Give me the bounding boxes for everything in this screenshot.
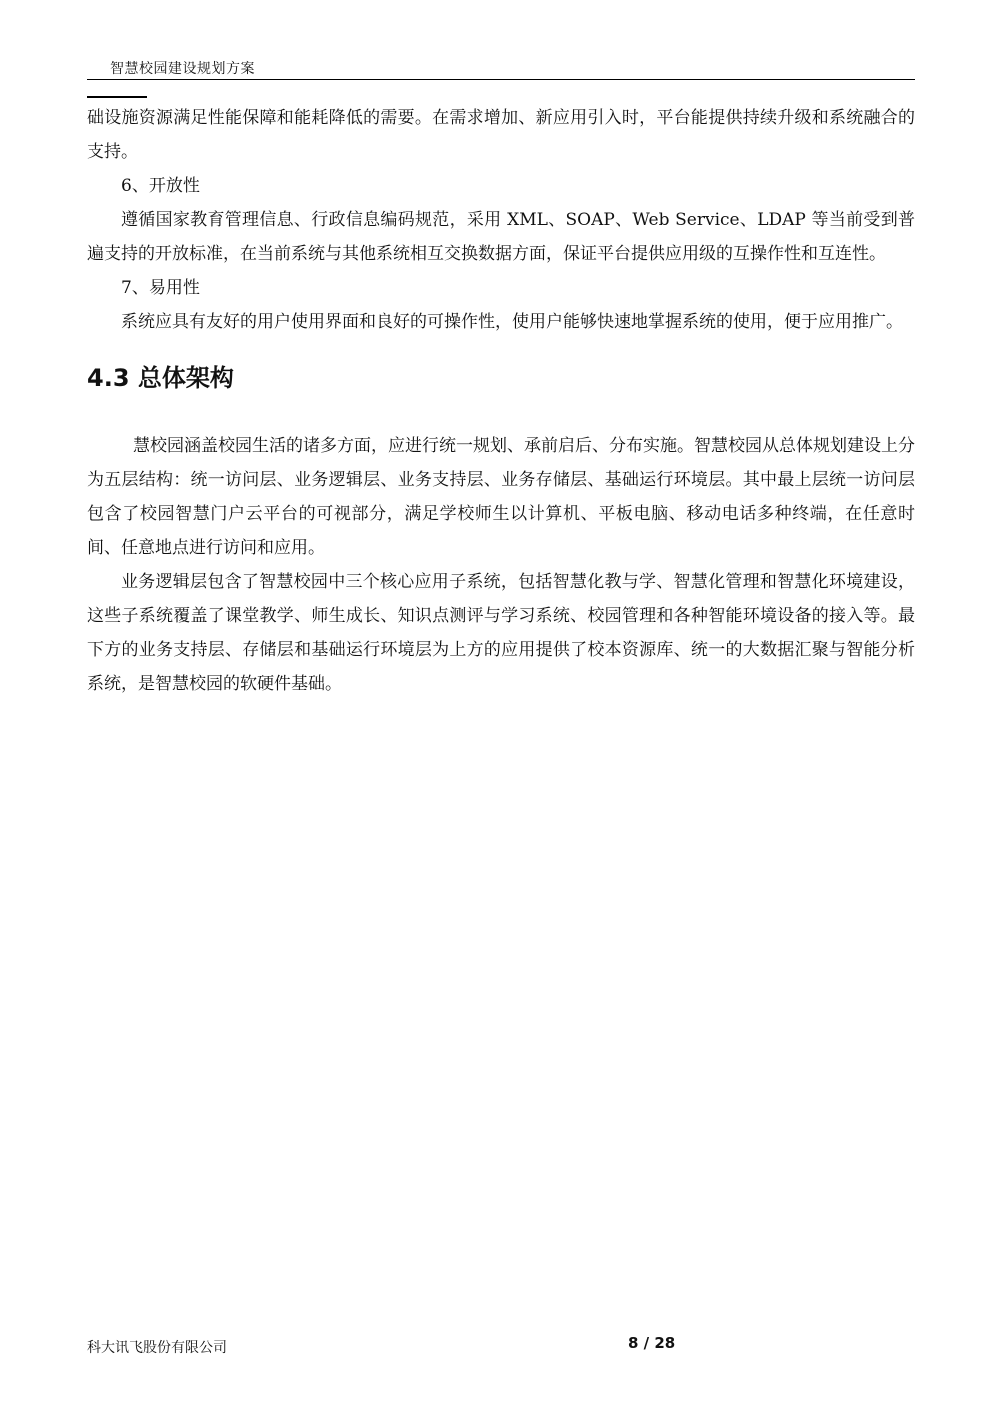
paragraph-architecture-overview: 慧校园涵盖校园生活的诸多方面，应进行统一规划、承前启后、分布实施。智慧校园从总体规划建设上分为五层结构：统一访问层、业务逻辑层、业务支持层、业务存储层、基础运行环境层。其中最上层统一访问层包含了校园智慧门户云平台的可视部分，满足学校师生以计算机、平板电脑、移动电话多种终端，在任意时间、任意地点进行访问和应用。 (87, 436, 915, 558)
paragraph-openness: 遵循国家教育管理信息、行政信息编码规范，采用 XML、SOAP、Web Service、LDAP 等当前受到普遍支持的开放标准，在当前系统与其他系统相互交换数据方面，保证平台提供应用级的互操作性和互连性。 (87, 210, 915, 264)
header-divider (87, 79, 915, 80)
subheading-usability: 7、易用性 (121, 278, 200, 298)
page-number: 8 / 28 (628, 1334, 676, 1352)
document-body (87, 101, 915, 701)
paragraph-continuation: 础设施资源满足性能保障和能耗降低的需要。在需求增加、新应用引入时，平台能提供持续升级和系统融合的支持。 (87, 108, 915, 162)
footer-company: 科大讯飞股份有限公司 (87, 1340, 227, 1356)
section-heading: 4.3 总体架构 (87, 364, 234, 392)
document-header-title: 智慧校园建设规划方案 (110, 61, 255, 77)
paragraph-usability: 系统应具有友好的用户使用界面和良好的可操作性，使用户能够快速地掌握系统的使用，便于应用推广。 (121, 312, 903, 332)
subheading-openness: 6、开放性 (121, 176, 200, 196)
paragraph-architecture-layers: 业务逻辑层包含了智慧校园中三个核心应用子系统，包括智慧化教与学、智慧化管理和智慧化环境建设，这些子系统覆盖了课堂教学、师生成长、知识点测评与学习系统、校园管理和各种智能环境设备的接入等。最下方的业务支持层、存储层和基础运行环境层为上方的应用提供了校本资源库、统一的大数据汇聚与智能分析系统，是智慧校园的软硬件基础。 (87, 572, 915, 694)
header-short-rule (87, 96, 147, 98)
